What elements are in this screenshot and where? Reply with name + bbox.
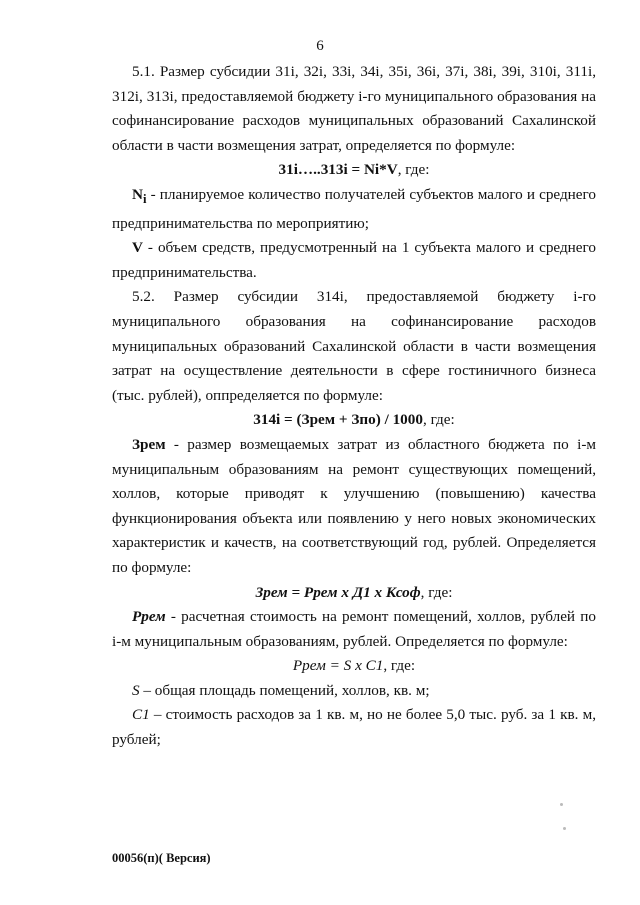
definition-rrem-text: - расчетная стоимость на ремонт помещений, холлов, рублей по i-м муниципальным образованиям, рублей. Определяется по формуле: [112,608,596,650]
definition-zrem-text: - размер возмещаемых затрат из областного бюджета по i-м муниципальным образованиям на ремонт существующих помещений, холлов, которые приводят к улучшению (повышению) качества функционирования объекта или появлению у него новых экономических характеристик и качеств, на соответствующий год, рублей. Определяется по формуле: [112,435,596,576]
definition-v-text: - объем средств, предусмотренный на 1 субъекта малого и среднего предпринимательства. [112,239,596,281]
definition-s-text: – общая площадь помещений, холлов, кв. м; [139,681,430,699]
paragraph-5-2-line-2: муниципального образования на софинансирование расходов [112,312,596,330]
definition-n-subscript: i [142,192,147,206]
paragraph-5-2-line-1: 5.2. Размер субсидии 314i, предоставляемой бюджету i-го [132,288,596,306]
definition-v [112,236,596,285]
definition-n [112,183,596,236]
definition-s-term: S [132,681,140,699]
formula-2-expression: 314i = (Зрем + Зпо) / 1000 [253,411,423,429]
scan-speck [563,827,566,830]
definition-rrem-term: Ррем [132,608,166,626]
formula-3-suffix: , где: [420,583,453,601]
formula-1 [112,158,596,183]
formula-1-expression: 31i…..313i = Ni*V [278,161,398,179]
paragraph-5-2-rest: муниципальных образований Сахалинской области в части возмещения затрат на осуществление деятельности в сфере гостиничного бизнеса (тыс. рублей), оппределяется по формуле: [112,337,596,404]
definition-s [112,679,596,704]
formula-3 [112,581,596,606]
definition-c1-term: С1 [132,706,150,724]
scan-speck [560,803,563,806]
formula-4-suffix: , где: [383,657,416,675]
page-number: 6 [316,38,324,54]
definition-c1 [112,703,596,752]
paragraph-5-1: 5.1. Размер субсидии 31i, 32i, 33i, 34i, 35i, 36i, 37i, 38i, 39i, 310i, 311i, 312i, 313i, предоставляемой бюджету i-го муниципального образования на софинансирование расходов муниципальных образований Сахалинской области в части возмещения затрат, определяется по формуле: [112,63,596,154]
definition-n-text: - планируемое количество получателей субъектов малого и среднего предпринимательства по мероприятию; [112,185,596,232]
definition-v-term: V [132,239,143,257]
definition-n-term: N [132,185,143,203]
formula-2-suffix: , где: [422,411,455,429]
formula-4 [112,654,596,679]
document-body [112,60,596,753]
formula-1-suffix: , где: [397,161,430,179]
formula-2 [112,408,596,433]
definition-zrem-term: Зрем [132,435,166,453]
document-footer-code: 00056(п)( Версия) [112,851,211,865]
formula-3-expression: Зрем = Ррем х Д1 х Ксоф [255,583,421,601]
formula-4-expression: Ррем = S х С1 [292,657,384,675]
definition-zrem [112,433,596,581]
definition-rrem [112,605,596,654]
definition-c1-text: – стоимость расходов за 1 кв. м, но не более 5,0 тыс. руб. за 1 кв. м, рублей; [112,706,596,749]
